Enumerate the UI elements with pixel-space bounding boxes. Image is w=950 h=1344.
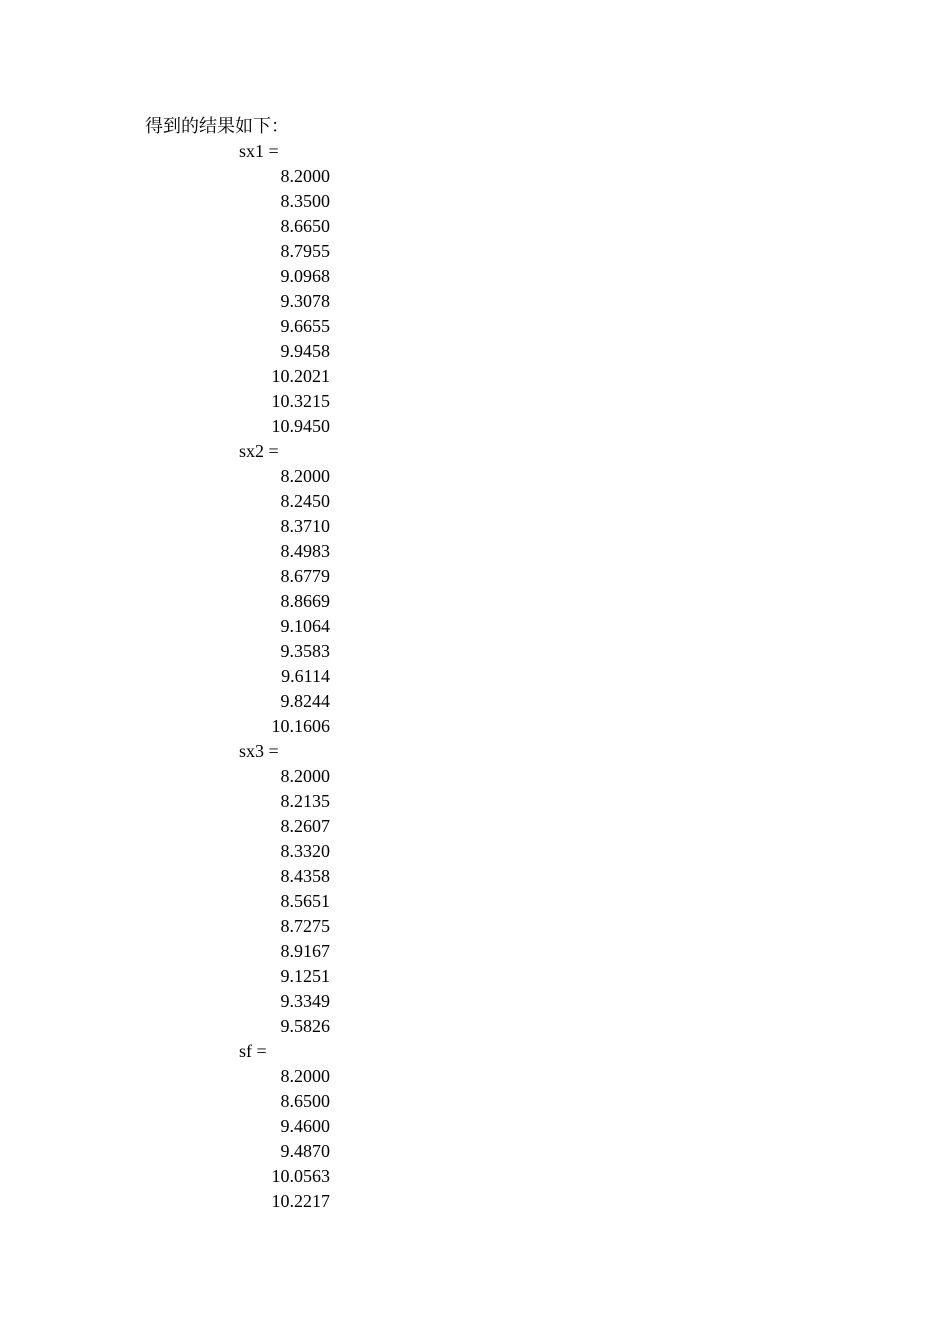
matlab-output <box>0 139 950 1214</box>
value-row: 9.8244 <box>280 691 330 711</box>
value-row: 9.9458 <box>280 341 330 361</box>
value-row: 10.3215 <box>271 391 330 411</box>
value-row: 9.4600 <box>280 1116 330 1136</box>
variable-block <box>0 139 950 439</box>
value-row: 9.3349 <box>280 991 330 1011</box>
variable-block <box>0 739 950 1039</box>
variable-label: sx3 = <box>239 741 279 761</box>
value-row: 8.2000 <box>280 166 330 186</box>
value-row: 9.1251 <box>280 966 330 986</box>
value-list <box>0 164 950 439</box>
variable-block <box>0 1039 950 1214</box>
value-row: 9.3583 <box>280 641 330 661</box>
variable-block <box>0 439 950 739</box>
value-row: 9.1064 <box>280 616 330 636</box>
value-row: 8.2607 <box>280 816 330 836</box>
value-row: 9.6655 <box>280 316 330 336</box>
value-list <box>0 764 950 1039</box>
variable-label: sx2 = <box>239 441 279 461</box>
value-row: 8.4358 <box>280 866 330 886</box>
value-row: 10.1606 <box>271 716 330 736</box>
value-row: 8.2000 <box>280 766 330 786</box>
value-row: 8.8669 <box>280 591 330 611</box>
intro-text: 得到的结果如下： <box>145 116 289 136</box>
value-row: 8.6779 <box>280 566 330 586</box>
value-row: 8.7955 <box>280 241 330 261</box>
value-row: 8.5651 <box>280 891 330 911</box>
value-row: 8.2000 <box>280 466 330 486</box>
value-row: 8.2000 <box>280 1066 330 1086</box>
value-row: 8.3320 <box>280 841 330 861</box>
value-row: 10.2021 <box>271 366 330 386</box>
value-row: 8.6650 <box>280 216 330 236</box>
variable-label: sx1 = <box>239 141 279 161</box>
value-row: 9.3078 <box>280 291 330 311</box>
value-row: 8.7275 <box>280 916 330 936</box>
value-list <box>0 464 950 739</box>
value-row: 10.0563 <box>271 1166 330 1186</box>
value-row: 10.2217 <box>271 1191 330 1211</box>
value-row: 9.0968 <box>280 266 330 286</box>
value-row: 8.3710 <box>280 516 330 536</box>
value-row: 9.5826 <box>280 1016 330 1036</box>
value-row: 8.3500 <box>280 191 330 211</box>
value-list <box>0 1064 950 1214</box>
value-row: 8.2135 <box>280 791 330 811</box>
value-row: 8.2450 <box>280 491 330 511</box>
value-row: 8.6500 <box>280 1091 330 1111</box>
value-row: 8.9167 <box>280 941 330 961</box>
value-row: 10.9450 <box>271 416 330 436</box>
value-row: 9.4870 <box>280 1141 330 1161</box>
value-row: 9.6114 <box>281 666 330 686</box>
value-row: 8.4983 <box>280 541 330 561</box>
variable-label: sf = <box>239 1041 267 1061</box>
